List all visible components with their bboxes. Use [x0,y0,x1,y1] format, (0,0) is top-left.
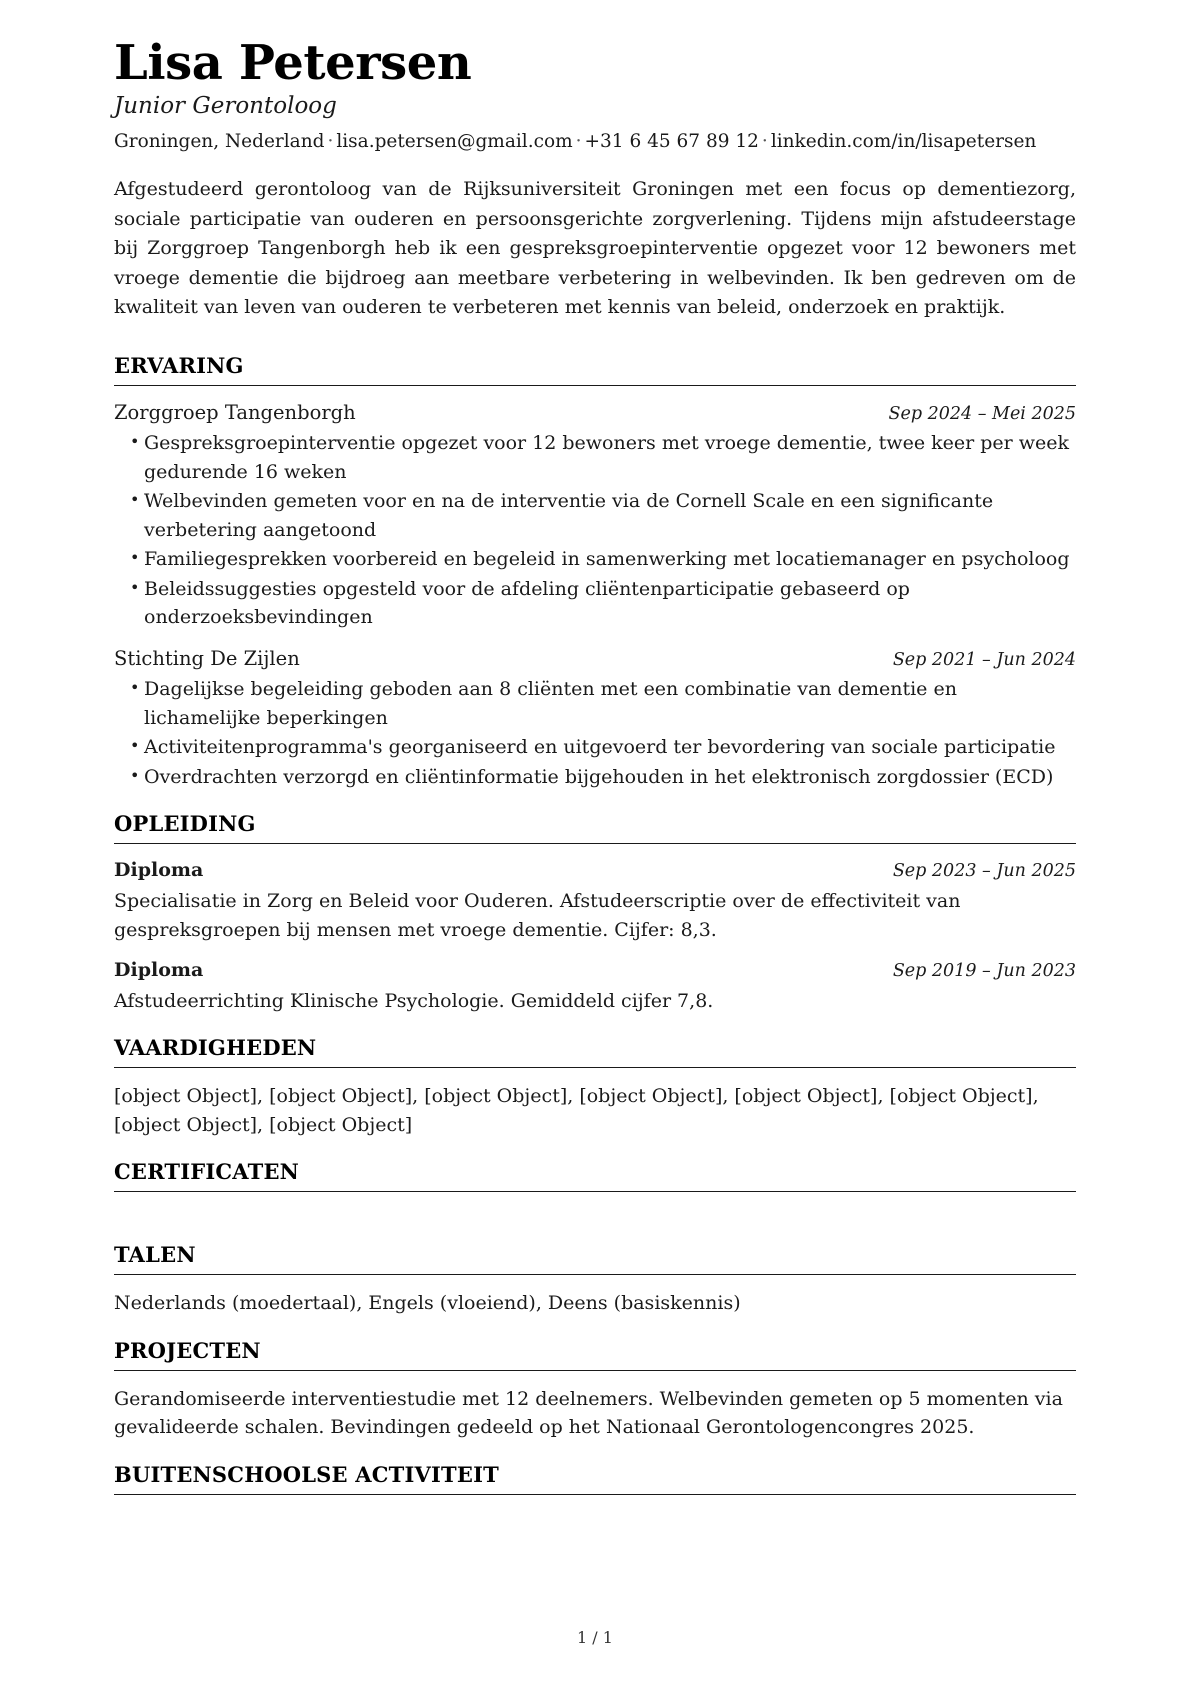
experience-entry [114,646,1076,792]
section-divider [114,1494,1076,1495]
experience-entry [114,400,1076,632]
experience-bullet-list [114,429,1076,632]
list-item: • Familiegesprekken voorbereid en begeleid in samenwerking met locatiemanager en psycholoog [114,545,1076,574]
section-divider [114,1067,1076,1068]
section-divider [114,1370,1076,1371]
education-description: Specialisatie in Zorg en Beleid voor Ouderen. Afstudeerscriptie over de effectiviteit van gespreksgroepen bij mensen met vroege dementie. Cijfer: 8,3. [114,890,961,941]
contact-separator-2: · [575,131,582,153]
section-buitenschoolse-activiteit [114,1462,1076,1525]
languages-list: Nederlands (moedertaal), Engels (vloeiend), Deens (basiskennis) [114,1292,741,1315]
contact-linkedin[interactable]: linkedin.com/in/lisapetersen [770,131,1037,153]
experience-bullet-list [114,675,1076,791]
section-divider [114,843,1076,844]
employer-name: Zorggroep Tangenborgh [114,400,356,424]
education-description: Afstudeerrichting Klinische Psychologie. Gemiddeld cijfer 7,8. [114,989,714,1012]
education-entry [114,858,1076,944]
degree-name: Diploma [114,859,204,882]
education-entry-header [114,858,1076,884]
contact-phone[interactable]: +31 6 45 67 89 12 [584,131,759,153]
section-divider [114,1274,1076,1275]
employer-name: Stichting De Zijlen [114,646,300,670]
projects-description: Gerandomiseerde interventiestudie met 12 deelnemers. Welbevinden gemeten op 5 momenten via gevalideerde schalen. Bevindingen gedeeld op het Nationaal Gerontologencongres 2025. [114,1387,1063,1439]
section-heading-ervaring: ERVARING [114,352,244,378]
contact-separator-3: · [761,131,768,153]
education-date-range: Sep 2019 – Jun 2023 [892,961,1076,982]
section-heading-vaardigheden: VAARDIGHEDEN [114,1035,317,1061]
education-entry [114,958,1076,1015]
page-title: Lisa Petersen [114,35,472,91]
contact-line [114,130,1076,155]
list-item: • Activiteitenprogramma's georganiseerd en uitgevoerd ter bevordering van sociale participatie [114,733,1076,762]
section-heading-certificaten: CERTIFICATEN [114,1159,300,1185]
list-item: • Welbevinden gemeten voor en na de interventie via de Cornell Scale en een significante verbetering aangetoond [114,487,1076,544]
professional-summary: Afgestudeerd gerontoloog van de Rijksuniversiteit Groningen met een focus op dementiezorg, sociale participatie van ouderen en persoonsgerichte zorgverlening. Tijdens mijn afstudeerstage bij Zorggroep Tangenborgh heb ik een gespreksgroepinterventie opgezet voor 12 bewoners met vroege dementie die bijdroeg aan meetbare verbetering in welbevinden. Ik ben gedreven om de kwaliteit van leven van ouderen te verbeteren met kennis van beleid, onderzoek en praktijk. [114,178,1076,319]
page-number-footer: 1 / 1 [577,1628,613,1647]
resume-header [114,35,1076,323]
education-entry-header [114,958,1076,984]
certificates-list [114,1206,1076,1222]
contact-separator-1: · [327,131,334,153]
section-heading-opleiding: OPLEIDING [114,811,256,837]
section-heading-buitenschoolse-activiteit: BUITENSCHOOLSE ACTIVITEIT [114,1461,499,1487]
section-vaardigheden [114,1035,1076,1139]
experience-entry-header [114,646,1076,673]
list-item: • Overdrachten verzorgd en cliëntinformatie bijgehouden in het elektronisch zorgdossier (ECD) [114,763,1076,792]
section-heading-talen: TALEN [114,1242,196,1268]
section-opleiding [114,811,1076,1015]
experience-entry-header [114,400,1076,427]
section-divider [114,1191,1076,1192]
section-ervaring [114,353,1076,792]
skills-list: [object Object], [object Object], [object Object], [object Object], [object Object], [object Object], [object Object], [object Object] [114,1085,1039,1136]
employment-date-range: Sep 2021 – Jun 2024 [892,649,1076,670]
contact-email[interactable]: lisa.petersen@gmail.com [336,131,573,153]
extracurricular-list [114,1509,1076,1525]
section-talen [114,1242,1076,1318]
contact-location: Groningen, Nederland [114,131,325,153]
section-divider [114,385,1076,386]
list-item: • Beleidssuggesties opgesteld voor de afdeling cliëntenparticipatie gebaseerd op onderzoeksbevindingen [114,575,1076,632]
list-item: • Gespreksgroepinterventie opgezet voor 12 bewoners met vroege dementie, twee keer per week gedurende 16 weken [114,429,1076,486]
employment-date-range: Sep 2024 – Mei 2025 [888,403,1076,424]
education-date-range: Sep 2023 – Jun 2025 [892,861,1076,882]
section-projecten [114,1338,1076,1442]
degree-name: Diploma [114,959,204,982]
section-certificaten [114,1159,1076,1222]
job-title-subtitle: Junior Gerontoloog [114,92,337,119]
section-heading-projecten: PROJECTEN [114,1337,261,1363]
list-item: • Dagelijkse begeleiding geboden aan 8 cliënten met een combinatie van dementie en lichamelijke beperkingen [114,675,1076,732]
